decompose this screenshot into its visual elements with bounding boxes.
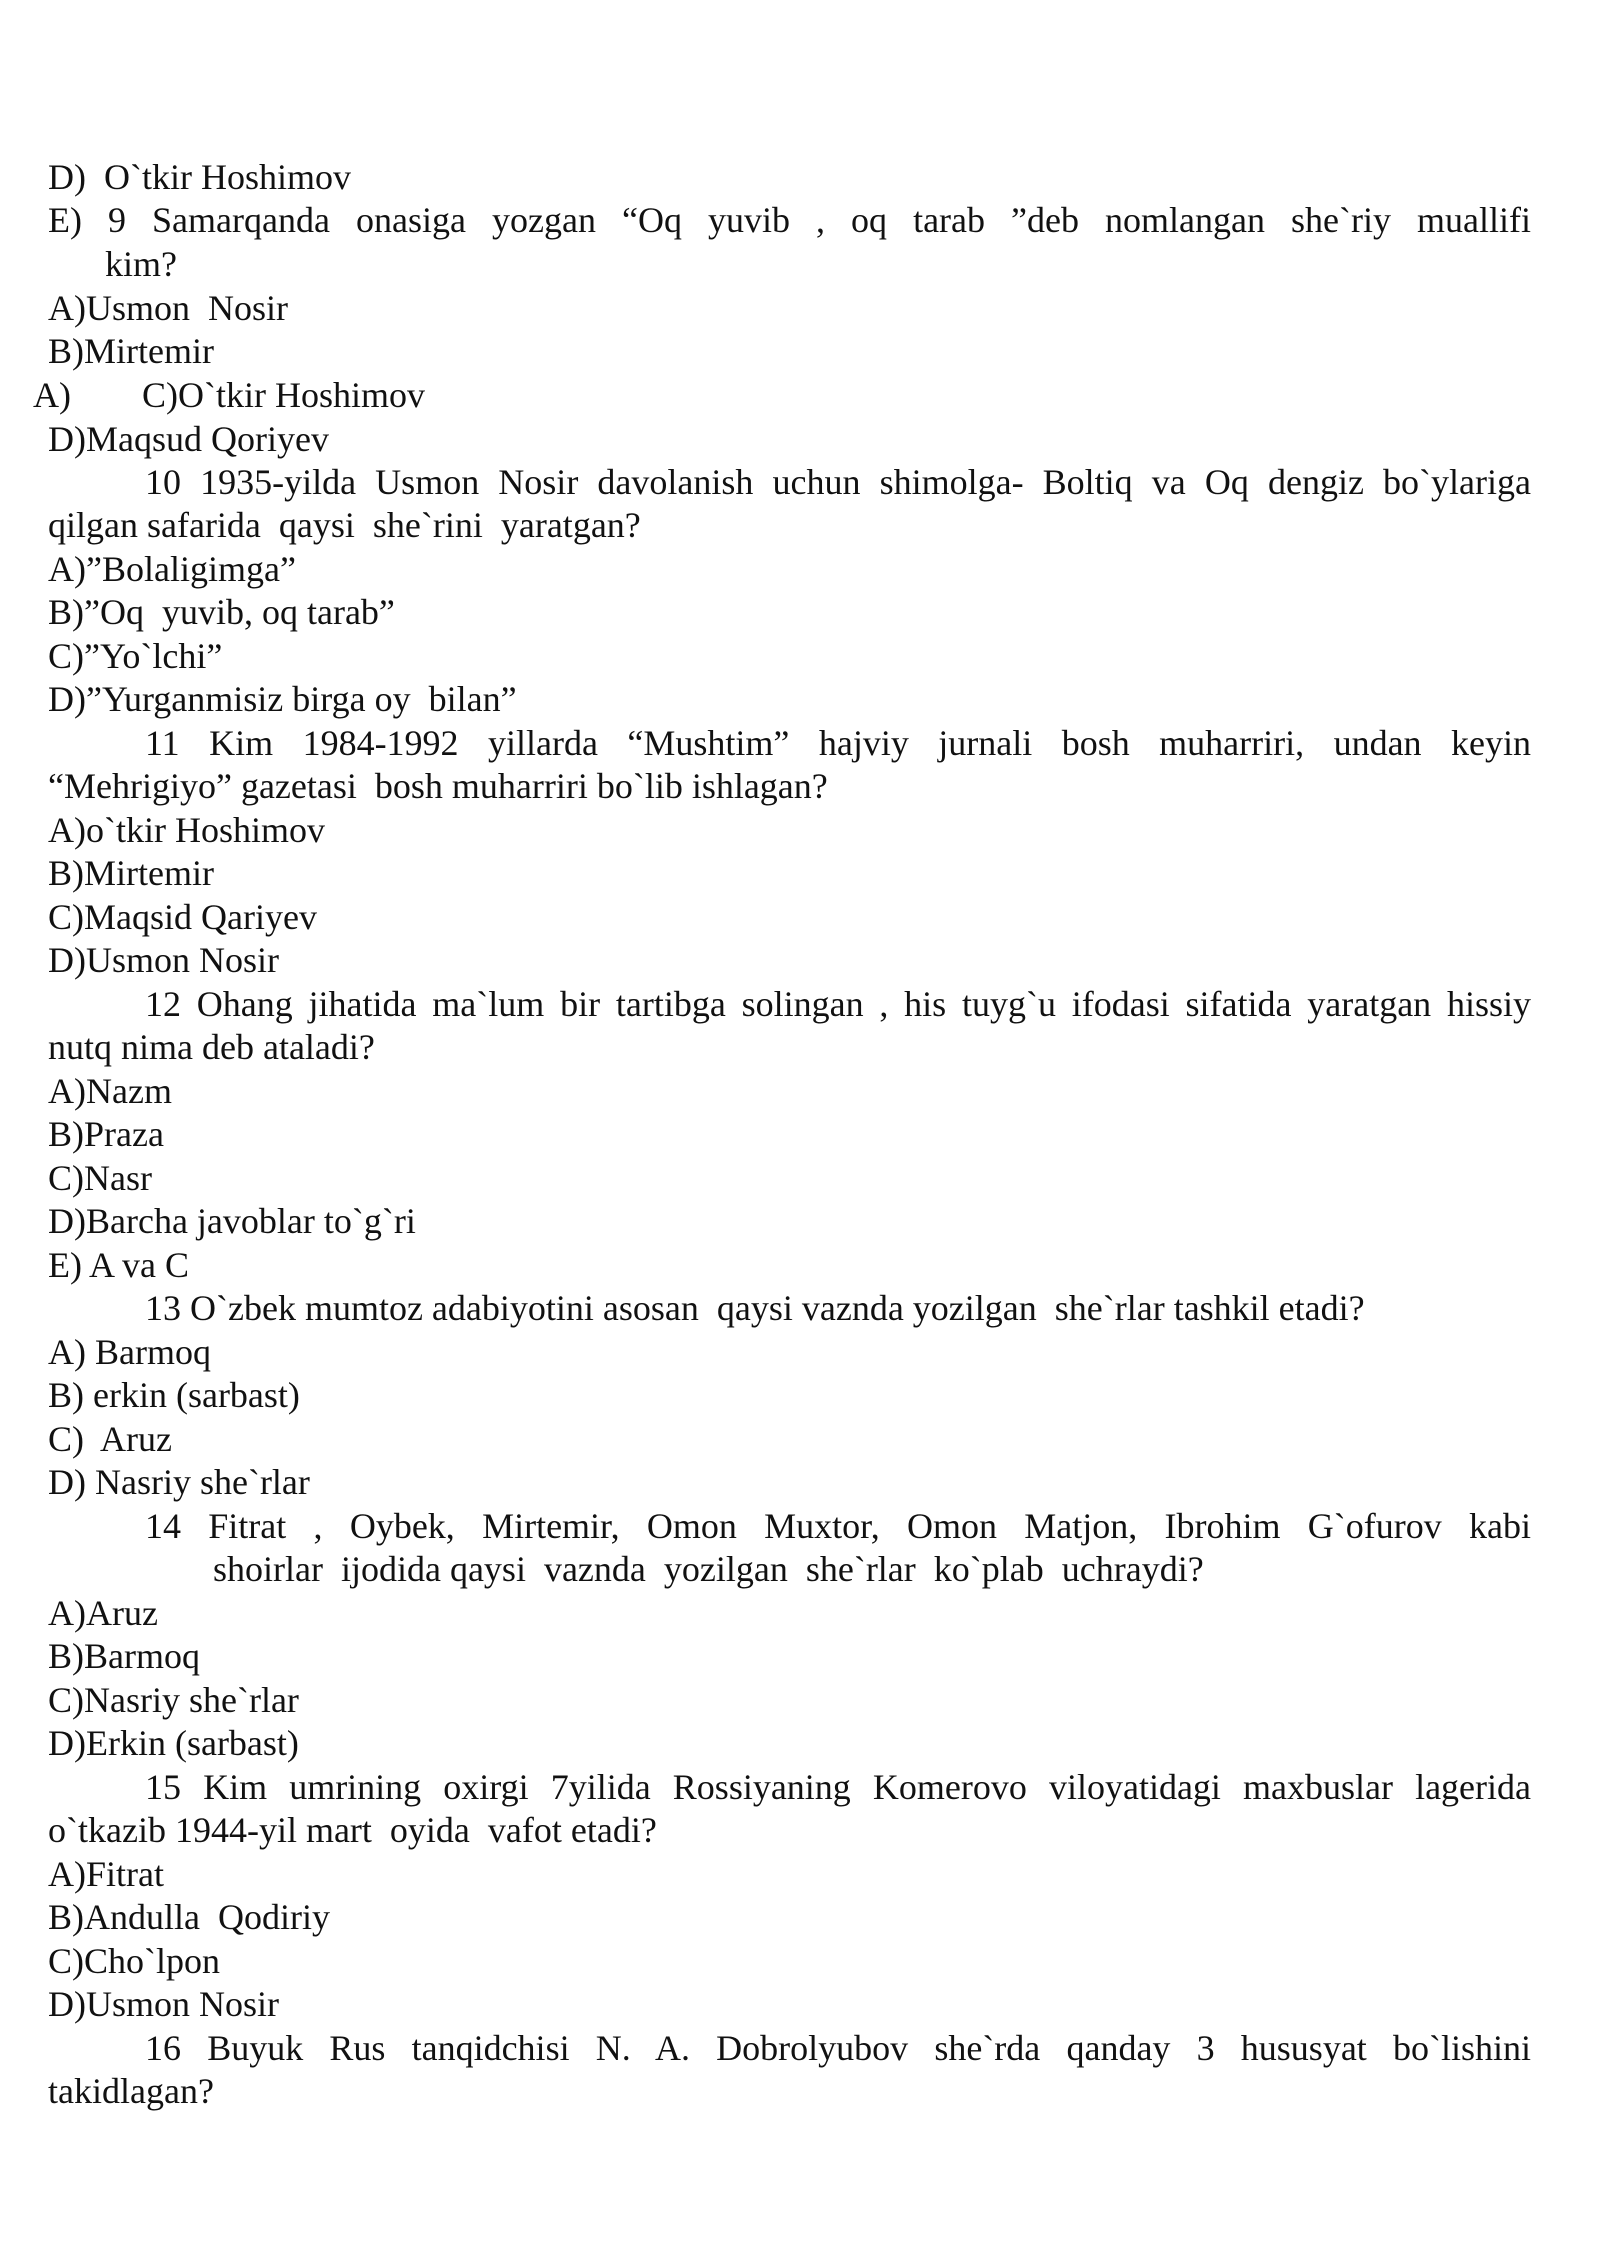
answer-option: A)Fitrat bbox=[48, 1854, 164, 1894]
answer-option: C)Cho`lpon bbox=[48, 1941, 221, 1981]
answer-option: A)”Bolaligimga” bbox=[48, 549, 296, 589]
answer-option: A)o`tkir Hoshimov bbox=[48, 810, 325, 850]
answer-option: D)”Yurganmisiz birga oy bilan” bbox=[48, 679, 517, 719]
answer-option: B) erkin (sarbast) bbox=[48, 1375, 300, 1415]
question-text: 12 Ohang jihatida ma`lum bir tartibga solingan , his tuyg`u ifodasi sifatida yaratgan hissiy bbox=[145, 984, 1531, 1024]
question-text: o`tkazib 1944-yil mart oyida vafot etadi? bbox=[48, 1810, 657, 1850]
question-text: 13 O`zbek mumtoz adabiyotini asosan qaysi vaznda yozilgan she`rlar tashkil etadi? bbox=[145, 1288, 1365, 1328]
question-text: 11 Kim 1984-1992 yillarda “Mushtim” hajviy jurnali bosh muharriri, undan keyin bbox=[145, 723, 1531, 763]
question-text: 10 1935-yilda Usmon Nosir davolanish uchun shimolga- Boltiq va Oq dengiz bo`ylariga bbox=[145, 462, 1531, 502]
answer-option: B)Praza bbox=[48, 1114, 164, 1154]
answer-option: A)Usmon Nosir bbox=[48, 288, 288, 328]
question-text: takidlagan? bbox=[48, 2071, 214, 2111]
question-text: “Mehrigiyo” gazetasi bosh muharriri bo`lib ishlagan? bbox=[48, 766, 828, 806]
answer-option: C)Maqsid Qariyev bbox=[48, 897, 317, 937]
answer-option: C)Nasriy she`rlar bbox=[48, 1680, 299, 1720]
answer-option: A)Aruz bbox=[48, 1593, 158, 1633]
answer-option: D)Erkin (sarbast) bbox=[48, 1723, 299, 1763]
answer-option: D)Barcha javoblar to`g`ri bbox=[48, 1201, 416, 1241]
answer-option: D)Usmon Nosir bbox=[48, 1984, 279, 2024]
answer-option: C)”Yo`lchi” bbox=[48, 636, 223, 676]
question-text: shoirlar ijodida qaysi vaznda yozilgan she`rlar ko`plab uchraydi? bbox=[213, 1549, 1204, 1589]
answer-option: E) A va C bbox=[48, 1245, 189, 1285]
question-text: 16 Buyuk Rus tanqidchisi N. A. Dobrolyubov she`rda qanday 3 hususyat bo`lishini bbox=[145, 2028, 1531, 2068]
answer-option: C)Nasr bbox=[48, 1158, 152, 1198]
list-marker: A) bbox=[33, 375, 71, 415]
answer-option: D)Maqsud Qoriyev bbox=[48, 419, 329, 459]
answer-option: D) O`tkir Hoshimov bbox=[48, 157, 351, 197]
question-text: nutq nima deb ataladi? bbox=[48, 1027, 375, 1067]
answer-option: B)Barmoq bbox=[48, 1636, 200, 1676]
answer-option: A) Barmoq bbox=[48, 1332, 211, 1372]
answer-option: D) Nasriy she`rlar bbox=[48, 1462, 310, 1502]
answer-option: B)”Oq yuvib, oq tarab” bbox=[48, 592, 395, 632]
question-text: E) 9 Samarqanda onasiga yozgan “Oq yuvib , oq tarab ”deb nomlangan she`riy muallifi bbox=[48, 200, 1531, 240]
answer-option: D)Usmon Nosir bbox=[48, 940, 279, 980]
answer-option: C)O`tkir Hoshimov bbox=[142, 375, 425, 415]
question-text: kim? bbox=[105, 244, 177, 284]
answer-option: A)Nazm bbox=[48, 1071, 172, 1111]
question-text: 15 Kim umrining oxirgi 7yilida Rossiyaning Komerovo viloyatidagi maxbuslar lagerida bbox=[145, 1767, 1531, 1807]
answer-option: B)Andulla Qodiriy bbox=[48, 1897, 330, 1937]
question-text: 14 Fitrat , Oybek, Mirtemir, Omon Muxtor, Omon Matjon, Ibrohim G`ofurov kabi bbox=[145, 1506, 1531, 1546]
answer-option: B)Mirtemir bbox=[48, 853, 214, 893]
answer-option: C) Aruz bbox=[48, 1419, 172, 1459]
question-text: qilgan safarida qaysi she`rini yaratgan? bbox=[48, 505, 641, 545]
answer-option: B)Mirtemir bbox=[48, 331, 214, 371]
